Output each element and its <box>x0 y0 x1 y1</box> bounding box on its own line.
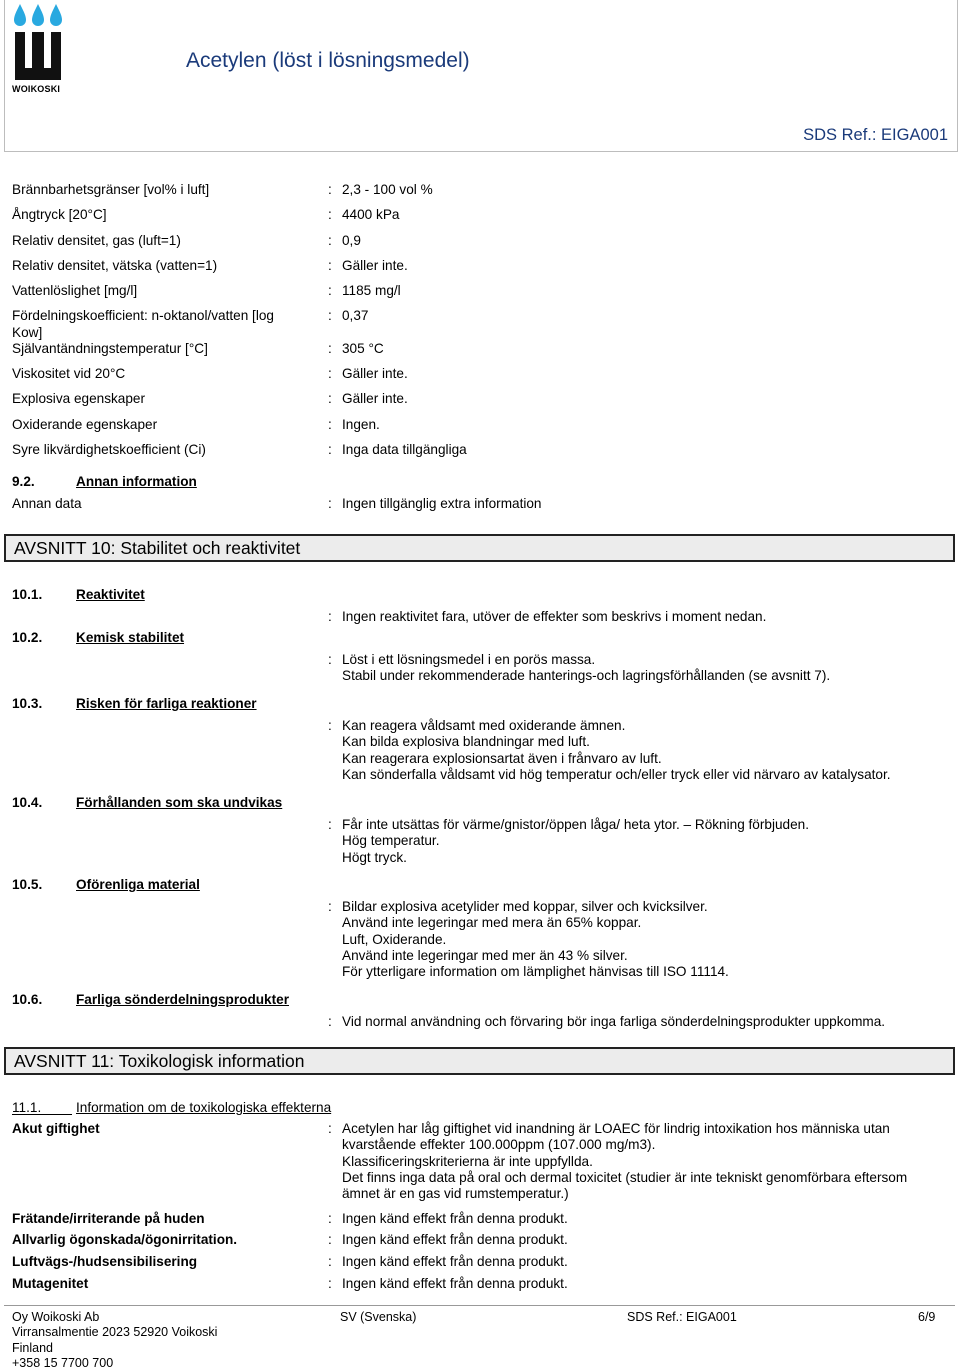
footer-country: Finland <box>12 1340 53 1355</box>
tox-label: Frätande/irriterande på huden <box>12 1211 205 1226</box>
stability-text <box>342 652 830 685</box>
text-line: Använd inte legeringar med mera än 65% koppar. <box>342 915 642 931</box>
incompatible-materials-text <box>342 899 729 980</box>
text-line: Kan reagera våldsamt med oxiderande ämnen. <box>342 718 626 733</box>
subsection-title: Oförenliga material <box>76 877 200 892</box>
hazardous-reactions-text <box>342 718 891 783</box>
property-value: Ingen. <box>342 417 380 432</box>
subsection-number: 10.1. <box>12 587 43 602</box>
text-line: Kan reagerara explosionsartat även i frånvaro av luft. <box>342 750 662 766</box>
tox-value: Ingen känd effekt från denna produkt. <box>342 1276 568 1291</box>
footer-address: Virransalmentie 2023 52920 Voikoski <box>12 1325 218 1340</box>
property-label: Relativ densitet, gas (luft=1) <box>12 233 181 248</box>
property-label: Relativ densitet, vätska (vatten=1) <box>12 258 218 273</box>
subsection-title: Annan information <box>76 474 197 489</box>
subsection-title: Kemisk stabilitet <box>76 630 185 645</box>
tox-label: Mutagenitet <box>12 1276 89 1291</box>
document-title: Acetylen (löst i lösningsmedel) <box>186 49 470 72</box>
tox-label: Luftvägs-/hudsensibilisering <box>12 1254 198 1269</box>
subsection-title: Risken för farliga reaktioner <box>76 696 257 711</box>
property-value: Ingen tillgänglig extra information <box>342 496 542 511</box>
text-line: Får inte utsättas för värme/gnistor/öppen låga/ heta ytor. – Rökning förbjuden. <box>342 817 809 832</box>
property-value: 305 °C <box>342 341 384 356</box>
text-line: Stabil under rekommenderade hanterings-och lagringsförhållanden (se avsnitt 7). <box>342 668 831 684</box>
property-label: Fördelningskoefficient: n-oktanol/vatten [log Kow] <box>12 308 274 340</box>
text-line: Bildar explosiva acetylider med koppar, silver och kvicksilver. <box>342 899 708 914</box>
footer-page-number: 6/9 <box>918 1310 936 1324</box>
footer-divider <box>4 1305 955 1306</box>
property-value: Inga data tillgängliga <box>342 442 467 457</box>
sds-reference: SDS Ref.: EIGA001 <box>803 126 948 144</box>
text-line: Ingen reaktivitet fara, utöver de effekter som beskrivs i moment nedan. <box>342 609 767 624</box>
text-line: ämnet är en gas vid rumstemperatur.) <box>342 1186 569 1202</box>
footer-phone: +358 15 7700 700 <box>12 1355 114 1370</box>
subsection-title: Reaktivitet <box>76 587 145 602</box>
footer-company: Oy Woikoski Ab <box>12 1310 100 1324</box>
property-label: Explosiva egenskaper <box>12 391 145 406</box>
section-11-heading: AVSNITT 11: Toxikologisk information <box>4 1047 955 1075</box>
footer-sds-ref: SDS Ref.: EIGA001 <box>627 1310 737 1324</box>
property-label: Annan data <box>12 496 82 511</box>
text-line: Löst i ett lösningsmedel i en porös massa. <box>342 652 596 667</box>
acute-toxicity-text <box>342 1121 907 1202</box>
subsection-title: Förhållanden som ska undvikas <box>76 795 283 810</box>
acute-toxicity-label: Akut giftighet <box>12 1121 100 1136</box>
subsection-number: 10.2. <box>12 630 43 645</box>
property-value: 1185 mg/l <box>342 283 401 298</box>
decomposition-products-text <box>342 1014 885 1030</box>
property-label: Ångtryck [20°C] <box>12 207 107 222</box>
tox-label: Allvarlig ögonskada/ögonirritation. <box>12 1232 238 1247</box>
reactivity-text <box>342 609 766 625</box>
property-value: 4400 kPa <box>342 207 400 222</box>
text-line: Använd inte legeringar med mer än 43 % silver. <box>342 947 628 963</box>
property-value: Gäller inte. <box>342 258 408 273</box>
text-line: Acetylen har låg giftighet vid inandning är LOAEC för lindrig intoxikation hos människa utan <box>342 1121 890 1136</box>
brand-name: WOIKOSKI <box>12 84 61 94</box>
property-value: Gäller inte. <box>342 366 408 381</box>
footer-company-block <box>12 1310 217 1371</box>
text-line: Hög temperatur. <box>342 833 440 849</box>
property-label: Oxiderande egenskaper <box>12 417 158 432</box>
section-10-heading: AVSNITT 10: Stabilitet och reaktivitet <box>4 534 955 562</box>
tox-value: Ingen känd effekt från denna produkt. <box>342 1211 568 1226</box>
property-value: Gäller inte. <box>342 391 408 406</box>
subsection-number: 10.4. <box>12 795 43 810</box>
subsection-number: 9.2. <box>12 474 35 489</box>
footer-language: SV (Svenska) <box>340 1310 417 1324</box>
woikoski-logo <box>12 2 64 94</box>
subsection-number: 10.3. <box>12 696 43 711</box>
property-label: Viskositet vid 20°C <box>12 366 126 381</box>
text-line: Kan sönderfalla våldsamt vid hög temperatur och/eller tryck eller vid närvaro av katalysator. <box>342 766 891 782</box>
subsection-number: 10.6. <box>12 992 43 1007</box>
text-line: Klassificeringskriterierna är inte uppfyllda. <box>342 1153 593 1169</box>
conditions-to-avoid-text <box>342 817 809 866</box>
subsection-title: Farliga sönderdelningsprodukter <box>76 992 289 1007</box>
text-line: Luft, Oxiderande. <box>342 931 447 947</box>
property-label: Vattenlöslighet [mg/l] <box>12 283 138 298</box>
tox-value: Ingen känd effekt från denna produkt. <box>342 1232 568 1247</box>
tox-value: Ingen känd effekt från denna produkt. <box>342 1254 568 1269</box>
property-value: 2,3 - 100 vol % <box>342 182 433 197</box>
text-line: Kan bilda explosiva blandningar med luft. <box>342 734 590 750</box>
property-label: Syre likvärdighetskoefficient (Ci) <box>12 442 206 457</box>
text-line: Högt tryck. <box>342 849 407 865</box>
property-value: 0,9 <box>342 233 361 248</box>
property-label: Självantändningstemperatur [°C] <box>12 341 208 356</box>
subsection-number: 10.5. <box>12 877 43 892</box>
text-line: Det finns inga data på oral och dermal toxicitet (studier är inte tekniskt genomförbara eftersom <box>342 1169 908 1185</box>
subsection-number: 11.1. <box>12 1100 42 1115</box>
text-line: Vid normal användning och förvaring bör inga farliga sönderdelningsprodukter uppkomma. <box>342 1014 886 1029</box>
text-line: För ytterligare information om lämplighet hänvisas till ISO 11114. <box>342 964 729 980</box>
text-line: kvarstående effekter 100.000ppm (107.000 mg/m3). <box>342 1137 656 1153</box>
property-value: 0,37 <box>342 308 369 323</box>
subsection-title: Information om de toxikologiska effekterna <box>76 1100 332 1115</box>
property-label: Brännbarhetsgränser [vol% i luft] <box>12 182 210 197</box>
